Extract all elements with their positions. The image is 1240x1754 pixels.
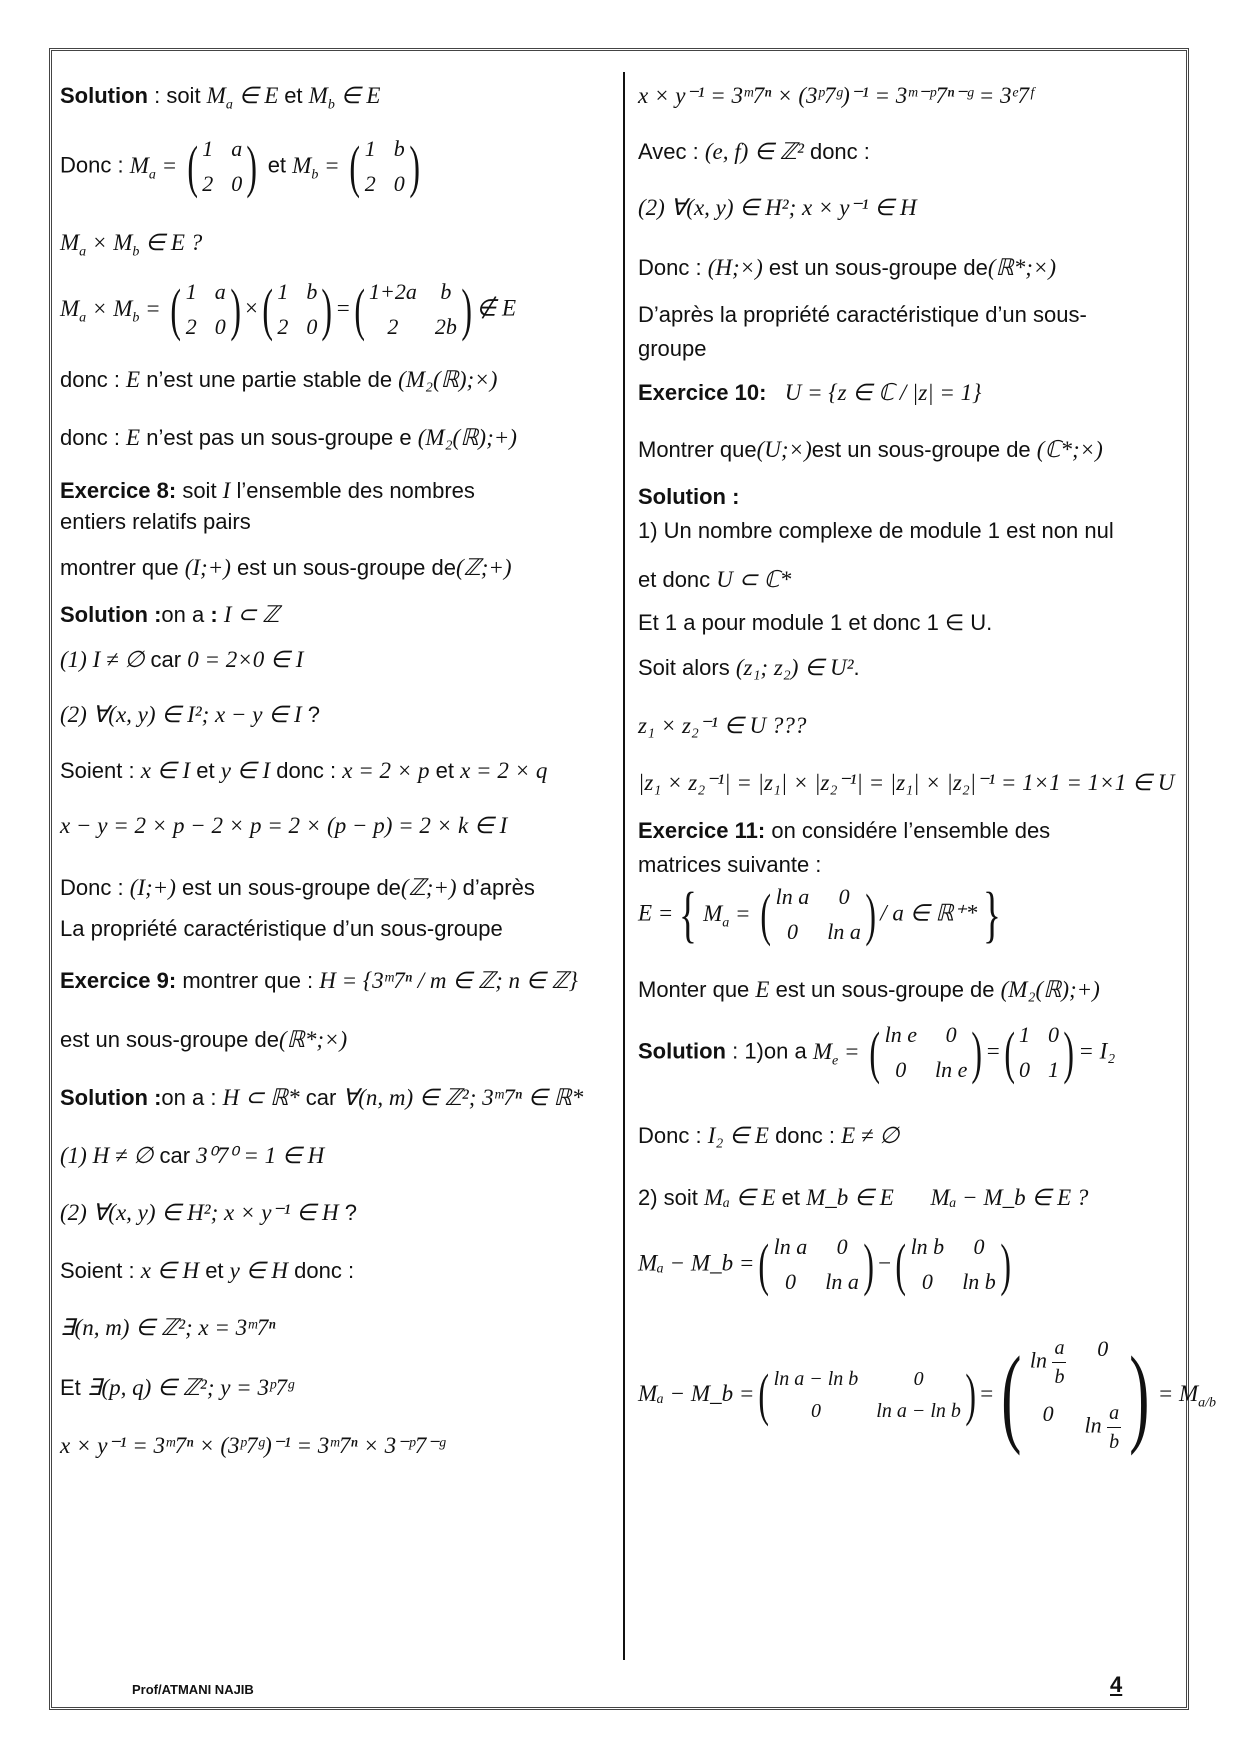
matrix-ln-e: ( ln e 0 0 ln e )	[869, 1019, 983, 1085]
solution-11-line2: Donc : I₂ ∈ E donc : E ≠ ∅	[638, 1123, 900, 1148]
solution-10-line4: Soit alors (z₁; z₂) ∈ U².	[638, 655, 860, 680]
difference-result: Mₐ − M_b = ( ln a − ln b 0 0 ln a − ln b ) = ( ln $\frac{a}{b}$ 0 0 ln $\frac{a}{b}$ ) = $M_{a/b}$	[638, 1334, 1217, 1456]
solution-11-line3: 2) soit Mₐ ∈ E et M_b ∈ E Mₐ − M_b ∈ E ?	[638, 1185, 1089, 1210]
solution-8-step2: (2) ∀(x, y) ∈ I²; x − y ∈ I ?	[60, 702, 321, 727]
not-subgroup-line	[60, 422, 517, 454]
exercise-11-question: Monter que E est un sous-groupe de (M₂(ℝ);+)	[638, 977, 1100, 1002]
matrix-result: ( 1+2a b 2 2b )	[354, 276, 472, 342]
math: (M₂(ℝ);×)	[398, 367, 498, 392]
math: $M_b$ ∈ E	[308, 83, 381, 113]
text: et	[284, 83, 309, 108]
product-computation: $M_a \times M_b$ = ( 1 a 2 0 ) × ( 1 b 2 0 ) = ( 1+2a b 2 2b ) ∉ E	[60, 276, 517, 342]
solution-9-step5: Et ∃(p, q) ∈ ℤ²; y = 3ᵖ7ᵍ	[60, 1375, 294, 1400]
math: E	[126, 425, 141, 450]
exercise-8-question: montrer que (I;+) est un sous-groupe de(ℤ;+)	[60, 555, 512, 580]
matrix-definition-line	[60, 134, 424, 200]
matrix-diff: ( ln a − ln b 0 0 ln a − ln b )	[758, 1362, 976, 1427]
not-stable-line	[60, 364, 497, 396]
right-line-6: groupe	[638, 336, 707, 361]
right-line-4: Donc : (H;×) est un sous-groupe de(ℝ*;×)	[638, 255, 1057, 280]
matrix-ln-a: ( ln a 0 0 ln a )	[758, 1231, 874, 1297]
exercise-8-line2: entiers relatifs pairs	[60, 509, 251, 534]
solution-10-line2: et donc U ⊂ ℂ*	[638, 567, 792, 592]
matrix-ln-a: ( ln a 0 0 ln a )	[760, 881, 876, 947]
matrix-identity: ( 1 0 0 1 )	[1004, 1019, 1074, 1085]
matrix-ln-ratio: ( ln $\frac{a}{b}$ 0 0 ln $\frac{a}{b}$ )	[1001, 1334, 1150, 1456]
math: (M₂(ℝ);+)	[417, 425, 517, 450]
solution-10-line3: Et 1 a pour module 1 et donc 1 ∈ U.	[638, 610, 993, 635]
math: $M_a$ =	[129, 152, 183, 183]
solution-10-line6: |z₁ × z₂⁻¹| = |z₁| × |z₂⁻¹| = |z₁| × |z₂|⁻¹ = 1×1 = 1×1 ∈ U	[638, 770, 1175, 795]
solution-10-line5: z₁ × z₂⁻¹ ∈ U ???	[638, 713, 807, 738]
text: donc :	[60, 425, 127, 450]
matrix-b: ( 1 b 2 0 )	[349, 133, 420, 199]
solution-9-step1: (1) H ≠ ∅ car 3⁰7⁰ = 1 ∈ H	[60, 1143, 325, 1168]
author-footer: Prof/ATMANI NAJIB	[132, 1682, 254, 1697]
right-line-1: x × y⁻¹ = 3ᵐ7ⁿ × (3ᵖ7ᵍ)⁻¹ = 3ᵐ⁻ᵖ7ⁿ⁻ᵍ = 3ᵉ7ᶠ	[638, 83, 1034, 108]
text: n’est pas un sous-groupe e	[140, 425, 418, 450]
math: $M_b$ =	[292, 152, 346, 183]
solution-9-step2: (2) ∀(x, y) ∈ H²; x × y⁻¹ ∈ H ?	[60, 1200, 357, 1225]
solution-9-step4: ∃(n, m) ∈ ℤ²; x = 3ᵐ7ⁿ	[60, 1315, 276, 1340]
text: : soit	[147, 83, 207, 108]
math: $M_a \times M_b$ =	[60, 295, 167, 326]
math: E	[126, 367, 141, 392]
text: Donc :	[60, 152, 130, 178]
matrix-a: ( 1 a 2 0 )	[187, 133, 258, 199]
solution-8-step3: Soient : x ∈ I et y ∈ I donc : x = 2 × p et x = 2 × q	[60, 758, 548, 783]
solution-8-conclusion: Donc : (I;+) est un sous-groupe de(ℤ;+) d’après	[60, 875, 535, 900]
exercise-8-title: Exercice 8: soit I l’ensemble des nombres	[60, 478, 475, 503]
matrix-b: ( 1 b 2 0 )	[262, 276, 333, 342]
matrix-a: ( 1 a 2 0 )	[170, 276, 241, 342]
right-line-2: Avec : (e, f) ∈ ℤ² donc :	[638, 139, 870, 164]
column-divider	[623, 72, 625, 1660]
text: n’est une partie stable de	[140, 367, 399, 392]
math: $M_a \times M_b$ ∈ E ?	[60, 230, 203, 260]
exercise-10-title: Exercice 10: U = {z ∈ ℂ / |z| = 1}	[638, 380, 982, 405]
solution-11-line1: Solution : 1)on a $M_e$ = ( ln e 0 0 ln e ) = ( 1 0 0 1 ) = I₂	[638, 1019, 1116, 1085]
solution-9-step3: Soient : x ∈ H et y ∈ H donc :	[60, 1258, 355, 1283]
exercise-9-title: Exercice 9: montrer que : H = {3ᵐ7ⁿ / m ∈ ℤ; n ∈ ℤ}	[60, 968, 578, 993]
math: $M_a$ ∈ E	[206, 83, 285, 113]
matrix-ln-b: ( ln b 0 0 ln b )	[895, 1231, 1011, 1297]
exercise-10-question: Montrer que(U;×)est un sous-groupe de (ℂ*;×)	[638, 437, 1103, 462]
solution-8-property: La propriété caractéristique d’un sous-groupe	[60, 916, 503, 941]
page-number: 4	[1110, 1672, 1123, 1697]
solution-8-step4: x − y = 2 × p − 2 × p = 2 × (p − p) = 2 × k ∈ I	[60, 813, 508, 838]
right-line-3: (2) ∀(x, y) ∈ H²; x × y⁻¹ ∈ H	[638, 195, 917, 220]
exercise-9-line2: est un sous-groupe de(ℝ*;×)	[60, 1027, 348, 1052]
solution-9-step6: x × y⁻¹ = 3ᵐ7ⁿ × (3ᵖ7ᵍ)⁻¹ = 3ᵐ7ⁿ × 3⁻ᵖ7⁻ᵍ	[60, 1433, 446, 1458]
set-E-definition: E = { $M_a$ = ( ln a 0 0 ln a ) / a ∈ ℝ⁺* }	[638, 880, 1002, 949]
solution-8-step1: (1) I ≠ ∅ car 0 = 2×0 ∈ I	[60, 647, 304, 672]
right-line-5: D’après la propriété caractéristique d’un sous-	[638, 302, 1087, 327]
difference-matrices: Mₐ − M_b = ( ln a 0 0 ln a ) − ( ln b 0 0 ln b )	[638, 1232, 1015, 1298]
solution-line-1	[60, 80, 380, 115]
exercise-11-title: Exercice 11: on considére l’ensemble des	[638, 818, 1051, 843]
exercise-11-line2: matrices suivante :	[638, 852, 822, 877]
product-question	[60, 227, 202, 262]
solution-8-header: Solution :on a : I ⊂ ℤ	[60, 602, 280, 627]
solution-9-header: Solution :on a : H ⊂ ℝ* car ∀(n, m) ∈ ℤ²; 3ᵐ7ⁿ ∈ ℝ*	[60, 1085, 584, 1110]
text: et	[267, 152, 293, 178]
math: ∉ E	[476, 295, 517, 321]
solution-label: Solution	[60, 83, 148, 108]
text: donc :	[60, 367, 127, 392]
solution-10-line1: 1) Un nombre complexe de module 1 est non nul	[638, 518, 1114, 543]
solution-10-header: Solution :	[638, 484, 740, 509]
